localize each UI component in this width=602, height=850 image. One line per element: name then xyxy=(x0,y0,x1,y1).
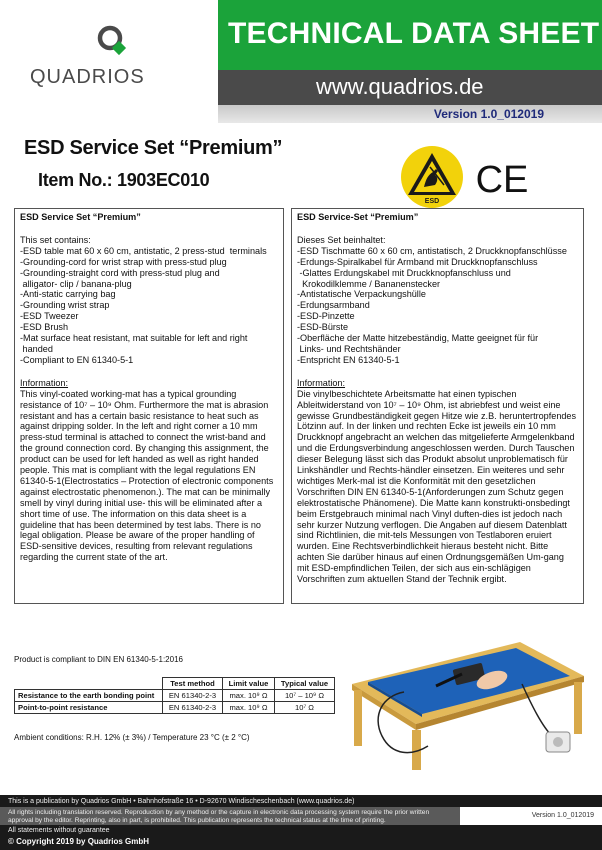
table-header-row xyxy=(15,678,335,690)
list-item: alligator- clip / banana-plug xyxy=(20,278,132,289)
brand-logo-area xyxy=(0,0,218,110)
table-cell: Point-to-point resistance xyxy=(15,702,163,714)
english-description-box xyxy=(14,208,284,604)
english-info-heading: Information: xyxy=(20,377,69,388)
socket-outlet xyxy=(553,737,563,747)
german-contents-list xyxy=(297,246,578,366)
list-item: -Grounding-cord for wrist strap with press-stud plug xyxy=(20,256,227,267)
document-title: TECHNICAL DATA SHEET xyxy=(228,17,600,50)
english-box-title: ESD Service Set “Premium” xyxy=(20,212,141,222)
english-contents-intro: This set contains: xyxy=(20,234,91,245)
website-link[interactable]: www.quadrios.de xyxy=(316,74,484,99)
spec-table xyxy=(14,677,335,714)
german-contents-intro: Dieses Set beinhaltet: xyxy=(297,234,386,245)
esd-warning-icon xyxy=(400,145,464,209)
table-header-cell xyxy=(15,678,163,690)
workbench-leg xyxy=(574,682,582,734)
table-cell: 10⁷ – 10⁹ Ω xyxy=(275,690,335,702)
table-row xyxy=(15,702,335,714)
english-contents-list xyxy=(20,246,278,366)
list-item: -ESD Tweezer xyxy=(20,311,79,322)
list-item: -Grounding-straight cord with press-stud plug and xyxy=(20,267,220,278)
list-item: -Glattes Erdungskabel mit Druckknopfanschluss und xyxy=(297,267,511,278)
table-header-cell: Limit value xyxy=(223,678,275,690)
list-item: -ESD Brush xyxy=(20,322,69,333)
table-cell: EN 61340-2-3 xyxy=(163,690,223,702)
german-box-title: ESD Service-Set “Premium” xyxy=(297,212,419,222)
table-cell: 10⁷ Ω xyxy=(275,702,335,714)
website-bar xyxy=(218,70,602,105)
product-illustration xyxy=(342,636,590,772)
list-item: Links- und Rechtshänder xyxy=(297,343,401,354)
table-header-cell: Typical value xyxy=(275,678,335,690)
quadrios-logo-icon xyxy=(96,24,128,56)
version-bar xyxy=(218,105,602,123)
compliance-note: Product is compliant to DIN EN 61340-5-1:2016 xyxy=(14,655,183,664)
footer-version: Version 1.0_012019 xyxy=(531,812,594,819)
footer-legal-text: All rights including translation reserved. Reproduction by any method or the capture in electronic data processing system require the prior written approval by the editor. Reprinting, also in part, is prohibited. This publication represents the technical status at the time of printing. xyxy=(8,809,430,824)
german-info-heading: Information: xyxy=(297,377,346,388)
table-header-cell: Test method xyxy=(163,678,223,690)
footer-copyright: © Copyright 2019 by Quadrios GmbH xyxy=(8,837,150,846)
ce-mark-label: CE xyxy=(475,159,529,198)
list-item: -Oberfläche der Matte hitzebeständig, Matte geeignet für für xyxy=(297,333,539,344)
german-info-text: Die vinylbeschichtete Arbeitsmatte hat einen typischen Ableitwiderstand von 10⁷ – 10⁹ Ohm, ist abriebfest und weist eine gewisse Grundbeständigkeit gegen Hitze wie z.B. heruntertropfendes Lötzinn auf. In der linken und rechten Ecke ist jeweils ein 10 mm Druckknopf angebracht an welchen das mitgelieferte Armgelenkband und die Erdungsverbindung angeschlossen werden. Durch Tauschen dieser Belegung lässt sich das Produkt absolut unproblematisch für Linkshändler und Rechts-händler einsetzen. Ein weiteres und sehr wichtiges Merk-mal ist die Konformität mit den gesetzlichen Vorschriften DIN EN 61340-5-1(Anforderungen zum Schutz gegen elektrostatische Phänomene). Die Matte kann konstrukti-onsbedingt beim Erstgebrauch minimal nach Vinyl duften-dies ist jedoch nach sehr kurzer Nutzung verflogen. Die Angaben auf diesem Datenblatt sind Richtlinien, die mit-tels Messungen von Testlaboren eruiert wurden. Eine Rechtsverbindlichkeit hieraus besteht nicht. Bitte achten Sie darüber hinaus auf einen Ordnungsgemäßen Um-gang mit ESD-empfindlichen Teilen, der sich aus ein-schlägigen Vorschriften zum aktuellen Stand der Technik ergibt. xyxy=(297,388,577,585)
list-item: handed xyxy=(20,343,53,354)
title-bar xyxy=(218,0,602,70)
table-row xyxy=(15,690,335,702)
list-item: -Mat surface heat resistant, mat suitable for left and right xyxy=(20,333,248,344)
footer-publisher: This is a publication by Quadrios GmbH • Bahnhofstraße 16 • D-92670 Windischeschenbach (www.quadrios.de) xyxy=(8,798,355,805)
item-number: Item No.: 1903EC010 xyxy=(38,170,210,190)
version-label: Version 1.0_012019 xyxy=(433,107,544,121)
footer-warranty: All statements without guarantee xyxy=(8,827,110,834)
table-cell: EN 61340-2-3 xyxy=(163,702,223,714)
footer-version-box xyxy=(460,807,602,825)
list-item: -Anti-static carrying bag xyxy=(20,289,116,300)
table-cell: Resistance to the earth bonding point xyxy=(15,690,163,702)
brand-name: QUADRIOS xyxy=(30,66,145,88)
english-info-text: This vinyl-coated working-mat has a typical grounding resistance of 10⁷ – 10⁹ Ohm. Furthermore the mat is abrasion resistant and has a certain basic resistance to heat such as against dripping solder. In the left and right corner a 10 mm press-stud terminal is attached to connect the wrist-band and the ground connection cord. By changing this assignment, the product can be used for left handed as well as right handed people. This mat is compliant with the legal regulations EN 61340-5-1(Electrostatics – Protection of electronic components against electrostatic phenomenon.). The mat can be minimally smell by vinyl during initial use- this will be eliminated after a short time of use. The information on this data sheet is a guideline that has been determined by test labs. There is no legal obligation. Please be aware of the proper handling of ESD-sensitive devices, resulting from relevant regulations regarding the current state of the art. xyxy=(20,388,274,563)
table-cell: max. 10⁹ Ω xyxy=(223,690,275,702)
list-item: Krokodilklemme / Bananenstecker xyxy=(297,278,441,289)
list-item: -ESD-Bürste xyxy=(297,322,349,333)
workbench-leg xyxy=(354,690,362,746)
list-item: -Antistatische Verpackungshülle xyxy=(297,289,426,300)
list-item: -ESD Tischmatte 60 x 60 cm, antistatisch, 2 Druckknopfanschlüsse xyxy=(297,245,567,256)
german-description-box xyxy=(291,208,584,604)
ambient-conditions: Ambient conditions: R.H. 12% (± 3%) / Temperature 23 °C (± 2 °C) xyxy=(14,733,250,742)
product-title: ESD Service Set “Premium” xyxy=(24,137,283,159)
list-item: -ESD table mat 60 x 60 cm, antistatic, 2 press-stud terminals xyxy=(20,245,267,256)
list-item: -ESD-Pinzette xyxy=(297,311,355,322)
table-cell: max. 10⁹ Ω xyxy=(223,702,275,714)
list-item: -Grounding wrist strap xyxy=(20,300,110,311)
list-item: -Entspricht EN 61340-5-1 xyxy=(297,354,400,365)
list-item: -Erdungs-Spiralkabel für Armband mit Druckknopfanschluss xyxy=(297,256,538,267)
ce-mark-icon xyxy=(472,158,532,198)
footer xyxy=(0,795,602,850)
list-item: -Compliant to EN 61340-5-1 xyxy=(20,354,134,365)
list-item: -Erdungsarmband xyxy=(297,300,370,311)
esd-logo-label: ESD xyxy=(424,198,440,205)
